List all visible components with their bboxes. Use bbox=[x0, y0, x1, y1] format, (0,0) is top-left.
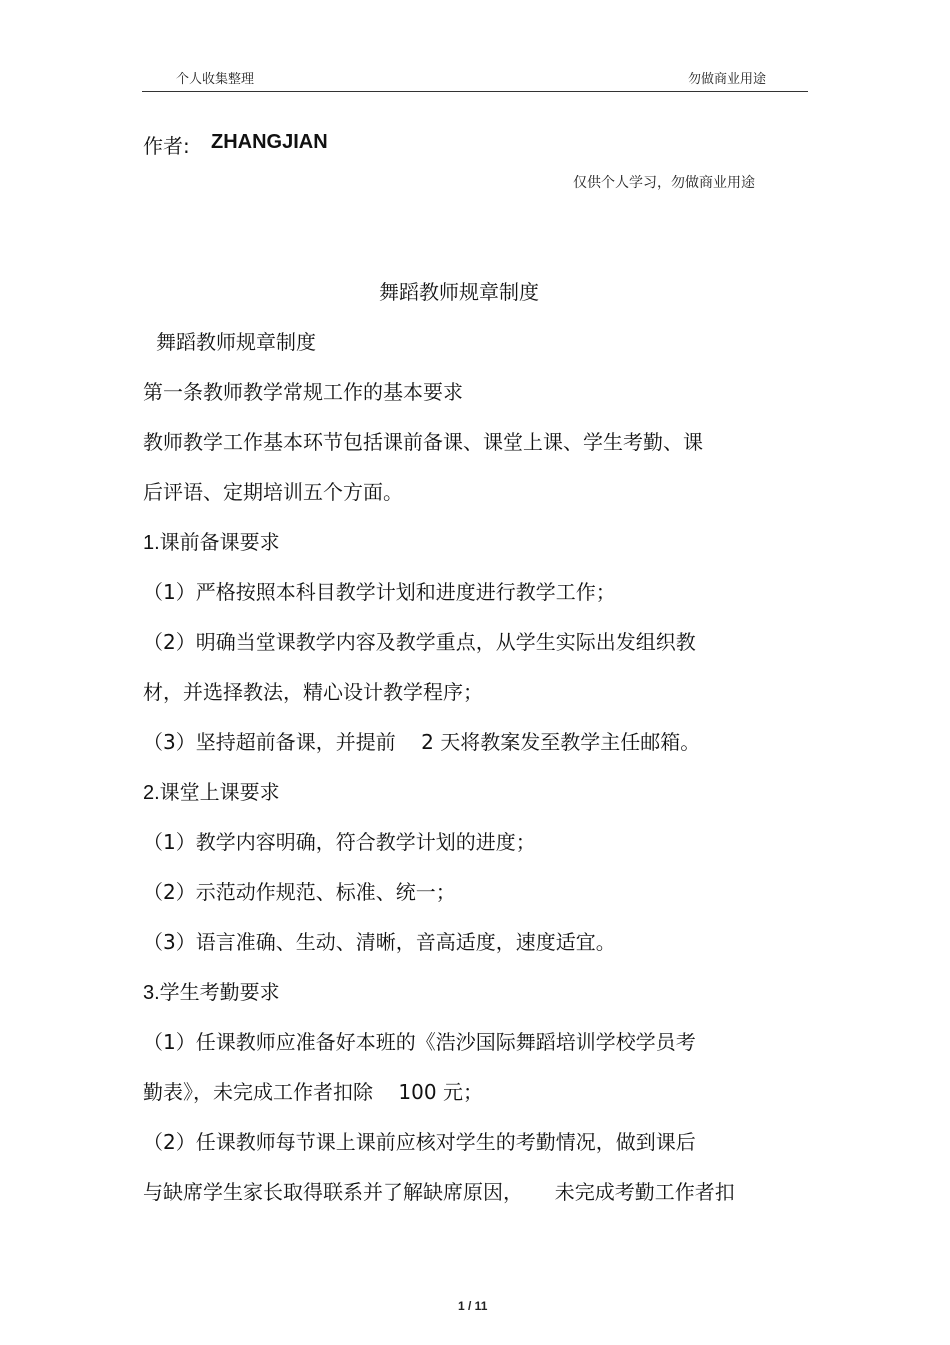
body-line: （3）坚持超前备课，并提前 2 天将教案发至教学主任邮箱。 bbox=[143, 730, 701, 754]
body-line: 材，并选择教法，精心设计教学程序； bbox=[143, 680, 483, 704]
body-line: （1）严格按照本科目教学计划和进度进行教学工作； bbox=[143, 580, 616, 604]
body-line: （1）任课教师应准备好本班的《浩沙国际舞蹈培训学校学员考 bbox=[143, 1030, 696, 1054]
usage-note: 仅供个人学习，勿做商业用途 bbox=[573, 175, 755, 191]
page-number: 1 / 11 bbox=[458, 1299, 488, 1313]
document-title: 舞蹈教师规章制度 bbox=[379, 280, 539, 304]
body-line: 舞蹈教师规章制度 bbox=[156, 330, 316, 354]
header-left-text: 个人收集整理 bbox=[176, 72, 255, 87]
body-line: （2）明确当堂课教学内容及教学重点，从学生实际出发组织教 bbox=[143, 630, 696, 654]
body-line: 第一条教师教学常规工作的基本要求 bbox=[143, 380, 463, 404]
author-name: ZHANGJIAN bbox=[211, 131, 328, 153]
body-line: （2）示范动作规范、标准、统一； bbox=[143, 880, 456, 904]
body-line: （1）教学内容明确，符合教学计划的进度； bbox=[143, 830, 536, 854]
body-line: （2）任课教师每节课上课前应核对学生的考勤情况，做到课后 bbox=[143, 1130, 696, 1154]
header-divider bbox=[142, 91, 808, 92]
section-heading: 2.课堂上课要求 bbox=[143, 782, 280, 804]
author-label: 作者: bbox=[143, 134, 190, 158]
header-right-text: 勿做商业用途 bbox=[688, 72, 767, 87]
body-line: （3）语言准确、生动、清晰，音高适度，速度适宜。 bbox=[143, 930, 616, 954]
section-heading: 3.学生考勤要求 bbox=[143, 982, 280, 1004]
body-line: 后评语、定期培训五个方面。 bbox=[143, 480, 403, 504]
body-line: 与缺席学生家长取得联系并了解缺席原因， 未完成考勤工作者扣 bbox=[143, 1180, 735, 1204]
body-line: 勤表》，未完成工作者扣除 100 元； bbox=[143, 1080, 483, 1104]
section-heading: 1.课前备课要求 bbox=[143, 532, 280, 554]
body-line: 教师教学工作基本环节包括课前备课、课堂上课、学生考勤、课 bbox=[143, 430, 703, 454]
